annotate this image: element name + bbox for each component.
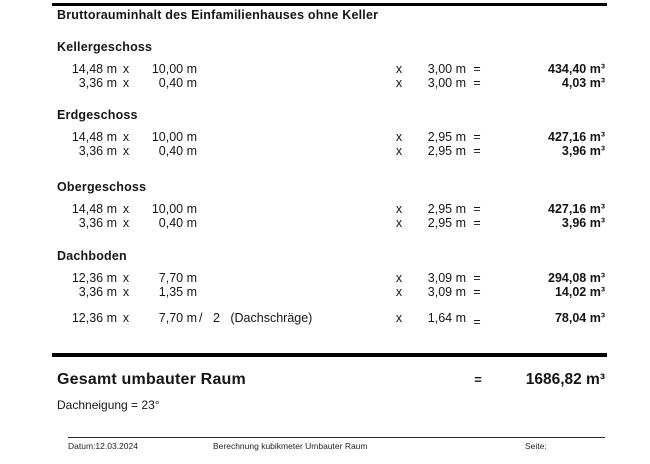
multiply-sign: x (122, 202, 130, 216)
multiply-sign: x (395, 311, 403, 325)
calc-note: / 2 (Dachschräge) (199, 311, 313, 325)
width-value: 1,35 m (158, 285, 197, 299)
calc-row (52, 76, 605, 90)
equals-sign: = (473, 315, 481, 329)
volume-result: 14,02 m³ (554, 285, 605, 299)
width-value: 0,40 m (158, 76, 197, 90)
volume-result: 4,03 m³ (561, 76, 605, 90)
length-value: 3,36 m (78, 285, 117, 299)
width-value: 10,00 m (151, 62, 197, 76)
equals-sign: = (474, 372, 482, 387)
volume-result: 427,16 m³ (548, 202, 605, 216)
multiply-sign: x (122, 311, 130, 325)
section-dachboden (52, 249, 605, 329)
volume-result: 294,08 m³ (548, 271, 605, 285)
height-value: 2,95 m (427, 216, 466, 230)
calc-row (52, 285, 605, 299)
calc-row (52, 271, 605, 285)
footer-date: Datum:12.03.2024 (68, 441, 138, 451)
length-value: 14,48 m (71, 62, 117, 76)
volume-result: 78,04 m³ (554, 311, 605, 325)
total-row (52, 371, 605, 389)
multiply-sign: x (395, 271, 403, 285)
calc-row (52, 62, 605, 76)
multiply-sign: x (395, 216, 403, 230)
section-obergeschoss (52, 181, 605, 230)
length-value: 12,36 m (71, 311, 117, 325)
calc-row (52, 130, 605, 144)
footer-doc-title: Berechnung kubikmeter Umbauter Raum (213, 441, 368, 451)
width-value: 0,40 m (158, 144, 197, 158)
equals-sign: = (473, 271, 481, 285)
total-volume-value: 1686,82 m³ (525, 371, 605, 388)
equals-sign: = (473, 130, 481, 144)
document-title: Bruttorauminhalt des Einfamilienhauses ohne Keller (57, 8, 379, 22)
multiply-sign: x (395, 76, 403, 90)
volume-result: 427,16 m³ (548, 130, 605, 144)
volume-result: 3,96 m³ (561, 216, 605, 230)
roof-pitch-note: Dachneigung = 23° (57, 398, 160, 412)
multiply-sign: x (122, 76, 130, 90)
multiply-sign: x (122, 271, 130, 285)
height-value: 1,64 m (427, 311, 466, 325)
calc-row (52, 144, 605, 158)
equals-sign: = (473, 285, 481, 299)
height-value: 2,95 m (427, 130, 466, 144)
multiply-sign: x (395, 285, 403, 299)
section-erdgeschoss (52, 109, 605, 158)
section-heading: Kellergeschoss (57, 40, 153, 54)
total-label: Gesamt umbauter Raum (57, 371, 246, 388)
calc-row (52, 216, 605, 230)
width-value: 7,70 m (158, 311, 197, 325)
volume-result: 434,40 m³ (548, 62, 605, 76)
width-value: 10,00 m (151, 202, 197, 216)
multiply-sign: x (122, 216, 130, 230)
height-value: 3,00 m (427, 76, 466, 90)
equals-sign: = (473, 216, 481, 230)
length-value: 3,36 m (78, 144, 117, 158)
footer-page-label: Seite: (525, 441, 547, 451)
multiply-sign: x (395, 144, 403, 158)
height-value: 3,09 m (427, 285, 466, 299)
multiply-sign: x (395, 130, 403, 144)
section-heading: Obergeschoss (57, 180, 147, 194)
equals-sign: = (473, 62, 481, 76)
height-value: 3,09 m (427, 271, 466, 285)
multiply-sign: x (122, 285, 130, 299)
multiply-sign: x (395, 62, 403, 76)
length-value: 3,36 m (78, 216, 117, 230)
equals-sign: = (473, 202, 481, 216)
length-value: 12,36 m (71, 271, 117, 285)
width-value: 0,40 m (158, 216, 197, 230)
height-value: 2,95 m (427, 144, 466, 158)
height-value: 3,00 m (427, 62, 466, 76)
section-heading: Dachboden (57, 249, 127, 263)
width-value: 10,00 m (151, 130, 197, 144)
volume-result: 3,96 m³ (561, 144, 605, 158)
length-value: 14,48 m (71, 202, 117, 216)
equals-sign: = (473, 144, 481, 158)
section-heading: Erdgeschoss (57, 108, 138, 122)
total-divider-rule (52, 353, 607, 357)
section-kellergeschoss (52, 41, 605, 90)
top-rule (52, 3, 607, 6)
calc-row (52, 202, 605, 216)
multiply-sign: x (122, 62, 130, 76)
width-value: 7,70 m (158, 271, 197, 285)
multiply-sign: x (122, 130, 130, 144)
footer-rule (68, 437, 605, 438)
multiply-sign: x (122, 144, 130, 158)
calc-row-roof-slope (52, 311, 605, 329)
multiply-sign: x (395, 202, 403, 216)
length-value: 14,48 m (71, 130, 117, 144)
length-value: 3,36 m (78, 76, 117, 90)
equals-sign: = (473, 76, 481, 90)
height-value: 2,95 m (427, 202, 466, 216)
